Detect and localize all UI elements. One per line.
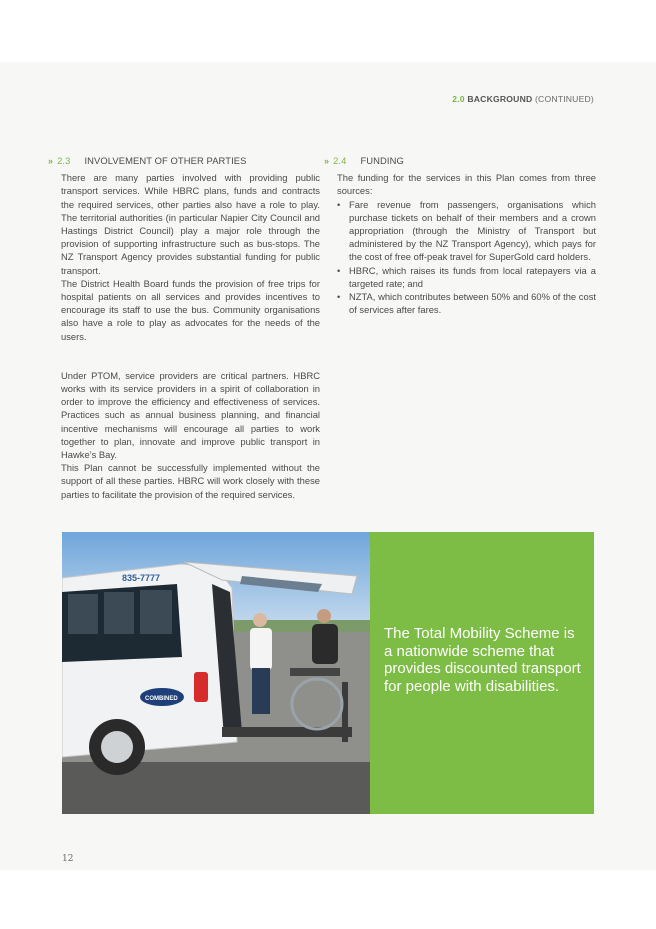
section-heading	[324, 154, 596, 168]
header-section-number: 2.0	[452, 94, 465, 104]
section-heading	[48, 154, 320, 168]
header-continued: (CONTINUED)	[534, 94, 594, 104]
callout-text: The Total Mobility Scheme is a nationwide scheme that provides discounted transport for people with disabilities.	[384, 625, 581, 695]
page-number: 12	[62, 854, 74, 864]
paragraph: The funding for the services in this Plan comes from three sources:	[337, 172, 596, 197]
running-header	[452, 94, 594, 104]
bullet-icon: •	[337, 264, 341, 276]
chevron-right-icon: »	[324, 156, 330, 166]
list-item: • Fare revenue from passengers, organisations which purchase tickets on behalf of their members and a crown appropriation (through the Ministry of Transport but administered by the NZ Transport Agency), which pays for the cost of free off-peak travel for SuperGold card holders.	[337, 198, 596, 263]
bullet-icon: •	[337, 291, 341, 303]
van-logo-text: COMBINED	[145, 696, 178, 702]
van-phone-number: 835-7777	[122, 573, 161, 583]
callout-box	[370, 532, 594, 814]
section-number: 2.4	[333, 155, 347, 166]
paragraph: Under PTOM, service providers are critical partners. HBRC works with its service providers in a spirit of collaboration in order to improve the efficiency and effectiveness of services. Practices such as annual business planning, and financial incentive mechanisms will encourage all parties to work together to plan, innovate and improve public transport in Hawke’s Bay.	[61, 369, 320, 461]
van-photo	[62, 532, 370, 814]
section-number: 2.3	[57, 155, 71, 166]
section-title: INVOLVEMENT OF OTHER PARTIES	[84, 155, 247, 166]
section-title: FUNDING	[360, 155, 404, 166]
paragraph: There are many parties involved with providing public transport services. While HBRC plans, funds and contracts the required services, other parties also have a role to play. The territorial authorities (in particular Napier City Council and Hastings District Council) play a major role through the provision of supporting infrastructure such as bus-stops. The NZ Transport Agency provides substantial funding for public transport.	[61, 172, 320, 276]
header-section-title: BACKGROUND	[467, 94, 533, 104]
van-photo-image	[62, 532, 370, 814]
list-item: • NZTA, which contributes between 50% and 60% of the cost of services after fares.	[337, 291, 596, 316]
section-funding	[324, 154, 596, 316]
paragraph: The District Health Board funds the provision of free trips for hospital patients on all services and provides incentives to encourage its staff to use the bus. Community organisations also have a role to play as advocates for the needs of the users.	[61, 277, 320, 342]
paragraph: This Plan cannot be successfully implemented without the support of all these parties. HBRC will work closely with these parties to facilitate the provision of the required services.	[61, 462, 320, 500]
bullet-icon: •	[337, 198, 341, 210]
list-item: • HBRC, which raises its funds from local ratepayers via a targeted rate; and	[337, 264, 596, 289]
funding-list	[337, 198, 596, 317]
section-involvement	[48, 154, 320, 501]
chevron-right-icon: »	[48, 156, 54, 166]
